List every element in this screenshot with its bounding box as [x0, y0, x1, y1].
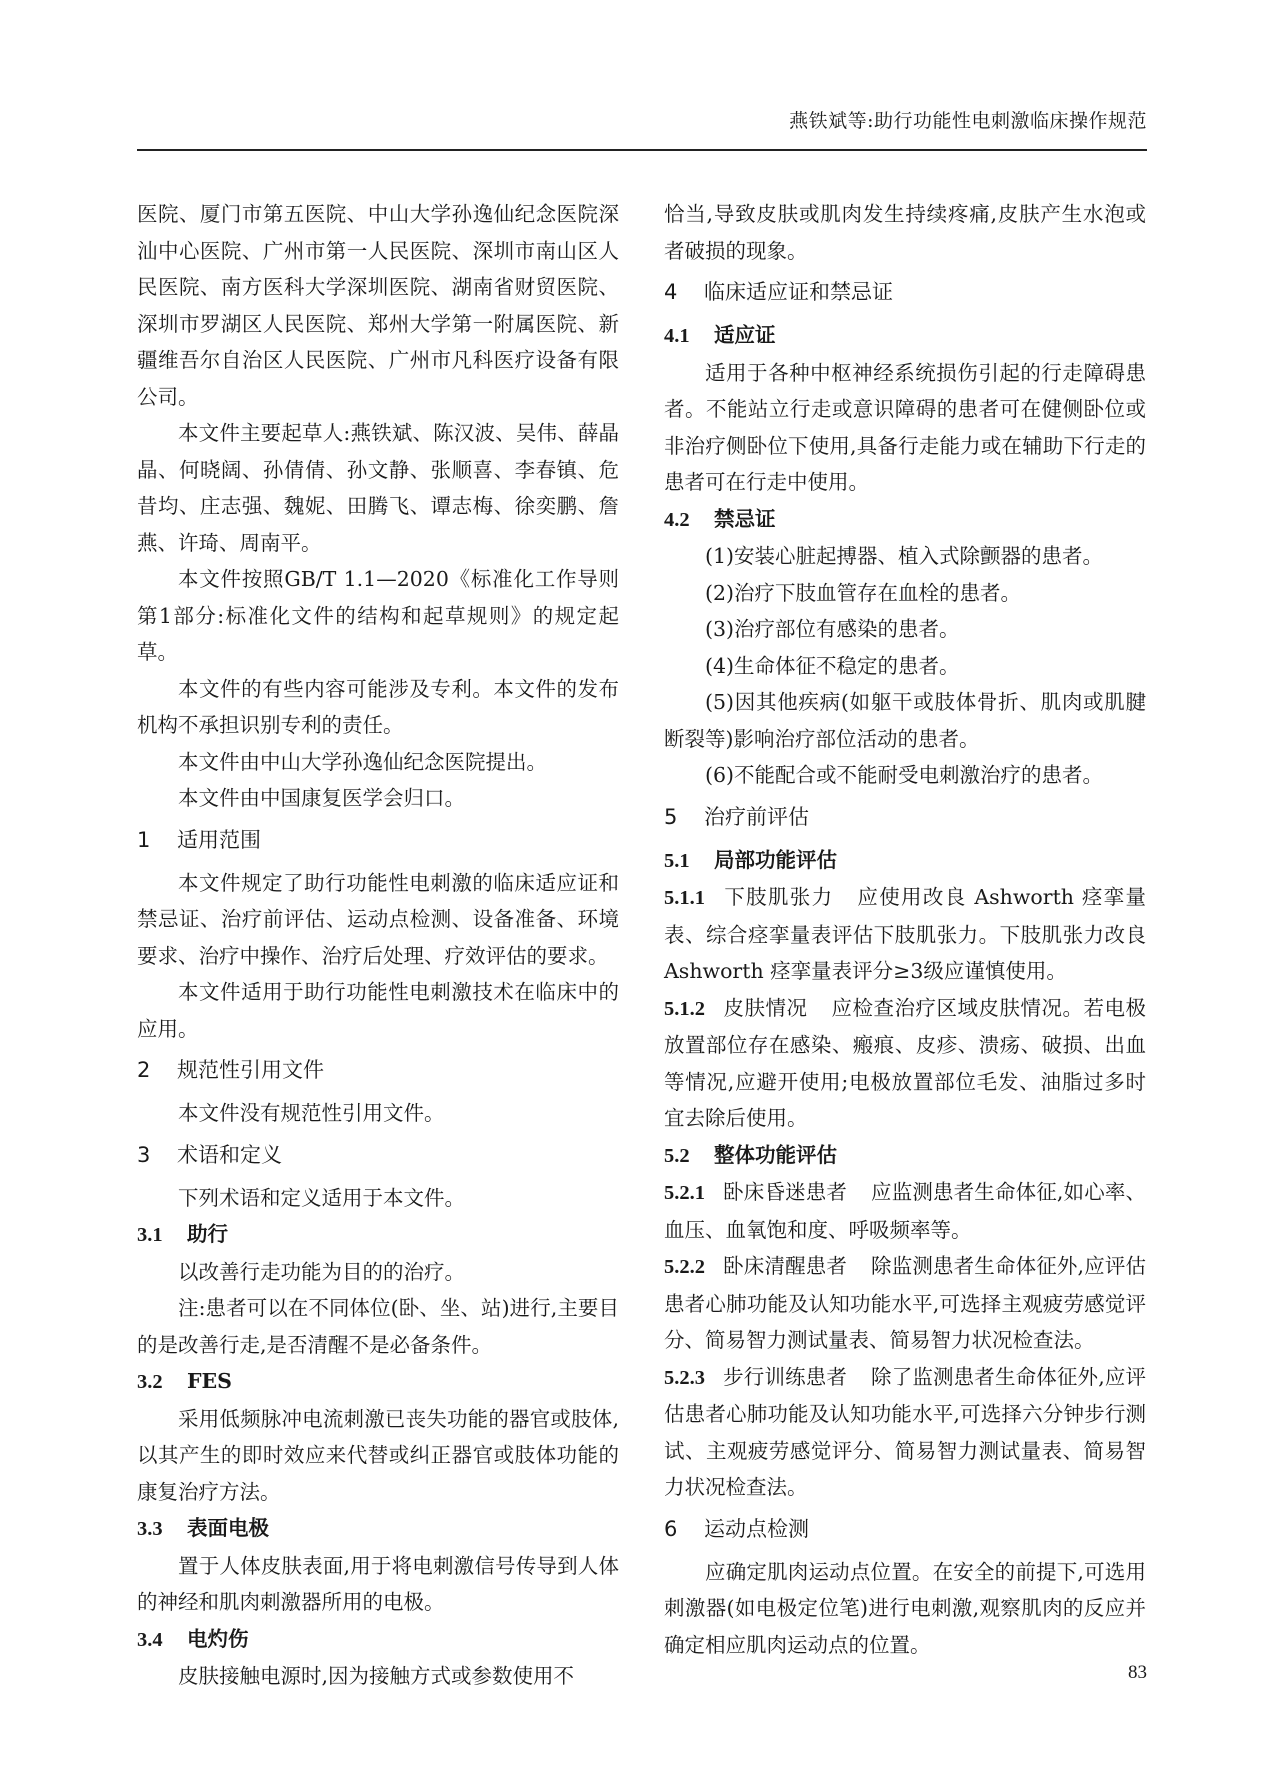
section-number: 3: [137, 1142, 151, 1167]
subsection-title: FES: [187, 1369, 232, 1393]
paragraph: 恰当,导致皮肤或肌肉发生持续疼痛,皮肤产生水泡或者破损的现象。: [664, 202, 1146, 263]
clause-title: 卧床清醒患者: [723, 1254, 848, 1278]
clause-number: 5.1.1: [664, 887, 705, 909]
section-heading: [137, 1135, 619, 1176]
subsection-title: 局部功能评估: [714, 847, 837, 872]
subsection-title: 适应证: [714, 323, 776, 347]
clause-text: 除了监测患者生命体征外,应评估患者心肺功能及认知功能水平,可选择六分钟步行测试、主观疲劳感觉评分、简易智力测试量表、简易智力状况检查法。: [664, 1364, 1147, 1499]
section-heading: [664, 1509, 1146, 1550]
subsection-heading: [664, 501, 1146, 539]
clause-text: 除监测患者生命体征外,应评估患者心肺功能及认知功能水平,可选择主观疲劳感觉评分、简易智力测试量表、简易智力状况检查法。: [664, 1254, 1147, 1352]
section-title: 适用范围: [177, 827, 261, 852]
subsection-number: 3.3: [137, 1518, 163, 1540]
subsection-number: 3.4: [137, 1628, 163, 1651]
list-item: (3)治疗部位有感染的患者。: [705, 617, 960, 641]
subsection-heading: [664, 842, 1146, 880]
paragraph: 本文件规定了助行功能性电刺激的临床适应证和禁忌证、治疗前评估、运动点检测、设备准备、环境要求、治疗中操作、治疗后处理、疗效评估的要求。: [137, 870, 619, 968]
clause: [664, 1174, 1146, 1248]
paragraph: 医院、厦门市第五医院、中山大学孙逸仙纪念医院深汕中心医院、广州市第一人民医院、深圳市南山区人民医院、南方医科大学深圳医院、湖南省财贸医院、深圳市罗湖区人民医院、郑州大学第一附属医院、新疆维吾尔自治区人民医院、广州市凡科医疗设备有限公司。: [137, 202, 619, 409]
section-number: 6: [664, 1516, 678, 1541]
clause-text: 应检查治疗区域皮肤情况。若电极放置部位存在感染、瘢痕、皮疹、溃疡、破损、出血等情况,应避开使用;电极放置部位毛发、油脂过多时宜去除后使用。: [664, 995, 1146, 1130]
list-item: (4)生命体征不稳定的患者。: [705, 653, 960, 678]
subsection-title: 整体功能评估: [714, 1142, 837, 1167]
subsection-heading: [137, 1216, 619, 1254]
paragraph: 应确定肌肉运动点位置。在安全的前提下,可选用刺激器(如电极定位笔)进行电刺激,观察肌肉的反应并确定相应肌肉运动点的位置。: [664, 1559, 1146, 1657]
note-paragraph: 注:患者可以在不同体位(卧、坐、站)进行,主要目的是改善行走,是否清醒不是必备条件。: [137, 1296, 619, 1357]
subsection-number: 5.1: [664, 849, 690, 872]
list-item: (5)因其他疾病(如躯干或肢体骨折、肌肉或肌腱断裂等)影响治疗部位活动的患者。: [664, 690, 1146, 751]
paragraph: 本文件由中国康复医学会归口。: [178, 786, 465, 810]
paragraph: 本文件没有规范性引用文件。: [178, 1101, 445, 1125]
section-heading: [664, 797, 1146, 838]
left-column: [137, 196, 619, 1695]
subsection-number: 4.1: [664, 325, 690, 347]
paragraph: 本文件适用于助行功能性电刺激技术在临床中的应用。: [137, 980, 619, 1041]
paragraph: 本文件按照GB/T 1.1—2020《标准化工作导则 第1部分:标准化文件的结构和起草规则》的规定起草。: [137, 567, 619, 664]
clause-text: 应监测患者生命体征,如心率、血压、血氧饱和度、呼吸频率等。: [664, 1180, 1147, 1242]
clause-title: 步行训练患者: [723, 1364, 848, 1389]
clause-number: 5.1.2: [664, 997, 705, 1020]
paragraph: 适用于各种中枢神经系统损伤引起的行走障碍患者。不能站立行走或意识障碍的患者可在健侧卧位或非治疗侧卧位下使用,具备行走能力或在辅助下行走的患者可在行走中使用。: [664, 360, 1146, 494]
section-title: 术语和定义: [177, 1142, 282, 1167]
clause-number: 5.2.3: [664, 1366, 705, 1389]
paragraph: 本文件由中山大学孙逸仙纪念医院提出。: [178, 749, 547, 774]
section-title: 规范性引用文件: [177, 1058, 324, 1082]
clause-title: 皮肤情况: [723, 995, 808, 1020]
clause-text: 应使用改良 Ashworth 痉挛量表、综合痉挛量表评估下肢肌张力。下肢肌张力改良 Ashworth 痉挛量表评分≥3级应谨慎使用。: [664, 885, 1146, 983]
subsection-number: 4.2: [664, 508, 690, 531]
clause: [664, 879, 1146, 990]
section-number: 1: [137, 827, 151, 852]
subsection-heading: [137, 1363, 619, 1401]
subsection-number: 5.2: [664, 1144, 690, 1167]
subsection-title: 禁忌证: [714, 506, 776, 531]
header-rule: [137, 149, 1147, 151]
paragraph: 皮肤接触电源时,因为接触方式或参数使用不: [178, 1664, 575, 1688]
clause-number: 5.2.2: [664, 1256, 705, 1278]
section-title: 治疗前评估: [704, 804, 809, 829]
clause: [664, 990, 1146, 1137]
running-title: 燕铁斌等:助行功能性电刺激临床操作规范: [789, 110, 1147, 132]
subsection-title: 表面电极: [187, 1516, 269, 1540]
page-number: 83: [1128, 1662, 1147, 1683]
paragraph: 下列术语和定义适用于本文件。: [178, 1185, 465, 1210]
section-title: 临床适应证和禁忌证: [704, 280, 893, 304]
clause: [664, 1248, 1146, 1359]
right-column: [664, 196, 1146, 1663]
section-number: 2: [137, 1058, 151, 1082]
subsection-title: 助行: [187, 1222, 228, 1246]
paragraph: 以改善行走功能为目的的治疗。: [178, 1259, 465, 1284]
paragraph: 本文件的有些内容可能涉及专利。本文件的发布机构不承担识别专利的责任。: [137, 676, 619, 737]
list-item: (6)不能配合或不能耐受电刺激治疗的患者。: [705, 763, 1104, 787]
paragraph: 置于人体皮肤表面,用于将电刺激信号传导到人体的神经和肌肉刺激器所用的电极。: [137, 1553, 619, 1614]
subsection-title: 电灼伤: [187, 1626, 249, 1651]
subsection-heading: [137, 1621, 619, 1659]
clause: [664, 1359, 1146, 1506]
subsection-heading: [137, 1510, 619, 1548]
subsection-number: 3.1: [137, 1224, 163, 1246]
list-item: (1)安装心脏起搏器、植入式除颤器的患者。: [705, 544, 1104, 568]
subsection-heading: [664, 1137, 1146, 1175]
section-heading: [137, 1050, 619, 1091]
section-number: 5: [664, 804, 678, 829]
section-title: 运动点检测: [704, 1516, 809, 1541]
list-item: (2)治疗下肢血管存在血栓的患者。: [705, 580, 1022, 605]
clause-title: 下肢肌张力: [723, 885, 834, 909]
clause-number: 5.2.1: [664, 1182, 705, 1204]
subsection-number: 3.2: [137, 1371, 163, 1393]
paragraph: 采用低频脉冲电流刺激已丧失功能的器官或肢体,以其产生的即时效应来代替或纠正器官或肢体功能的康复治疗方法。: [137, 1406, 619, 1504]
section-heading: [664, 272, 1146, 313]
section-number: 4: [664, 280, 678, 304]
paragraph: 本文件主要起草人:燕铁斌、陈汉波、吴伟、薛晶晶、何晓阔、孙倩倩、孙文静、张顺喜、李春镇、危昔均、庄志强、魏妮、田腾飞、谭志梅、徐奕鹏、詹燕、许琦、周南平。: [137, 421, 619, 555]
subsection-heading: [664, 317, 1146, 355]
clause-title: 卧床昏迷患者: [723, 1180, 848, 1204]
section-heading: [137, 820, 619, 861]
